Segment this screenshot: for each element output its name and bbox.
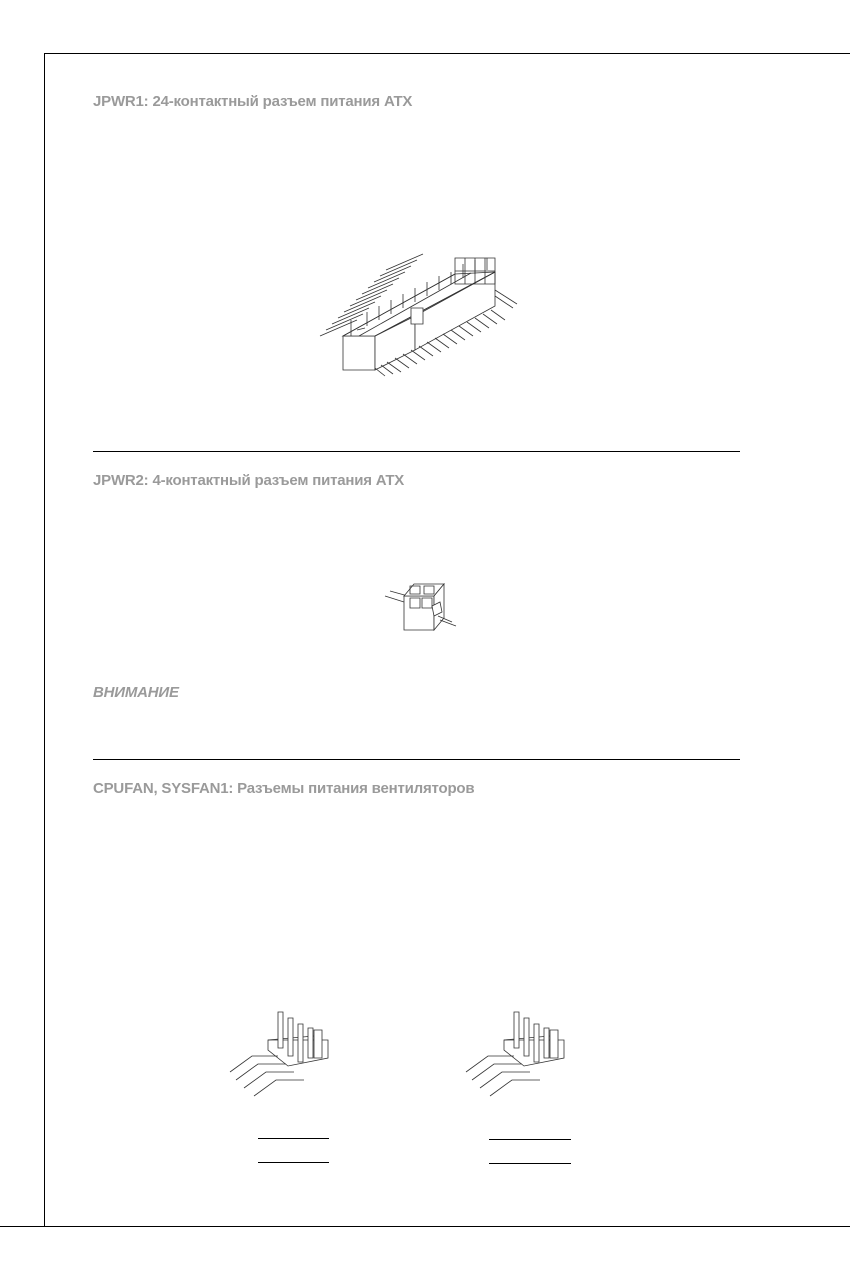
cpufan-connector-diagram	[228, 1010, 348, 1100]
jpwr2-heading: JPWR2: 4-контактный разъем питания ATX	[93, 472, 405, 489]
fan-pin	[288, 1018, 293, 1056]
jpwr2-connector-diagram	[380, 578, 460, 638]
fan-pin	[534, 1024, 539, 1062]
page-frame-top	[44, 53, 850, 54]
jpwr1-connector-diagram	[315, 250, 525, 380]
fan-pin	[514, 1012, 519, 1048]
jpwr1-heading: JPWR1: 24-контактный разъем питания ATX	[93, 93, 413, 110]
section-divider	[93, 451, 740, 452]
sysfan-label-line	[489, 1163, 571, 1164]
fan-pin	[524, 1018, 529, 1056]
cpufan-label-line	[258, 1162, 329, 1163]
fans-heading: CPUFAN, SYSFAN1: Разъемы питания вентиляторов	[93, 780, 475, 797]
sysfan-label-line	[489, 1139, 571, 1140]
fan-pin	[308, 1028, 313, 1058]
cpufan-label-line	[258, 1138, 329, 1139]
jpwr1-body-front	[343, 336, 375, 370]
jpwr1-latch	[411, 308, 423, 324]
page-frame-bottom	[0, 1226, 850, 1227]
sysfan-connector-diagram	[464, 1010, 584, 1100]
fan-pin	[544, 1028, 549, 1058]
notice-heading: ВНИМАНИЕ	[93, 684, 179, 701]
fan-pin	[298, 1024, 303, 1062]
jpwr2-body	[404, 596, 434, 630]
page-frame-left	[44, 53, 45, 1226]
fan-pin	[278, 1012, 283, 1048]
section-divider	[93, 759, 740, 760]
